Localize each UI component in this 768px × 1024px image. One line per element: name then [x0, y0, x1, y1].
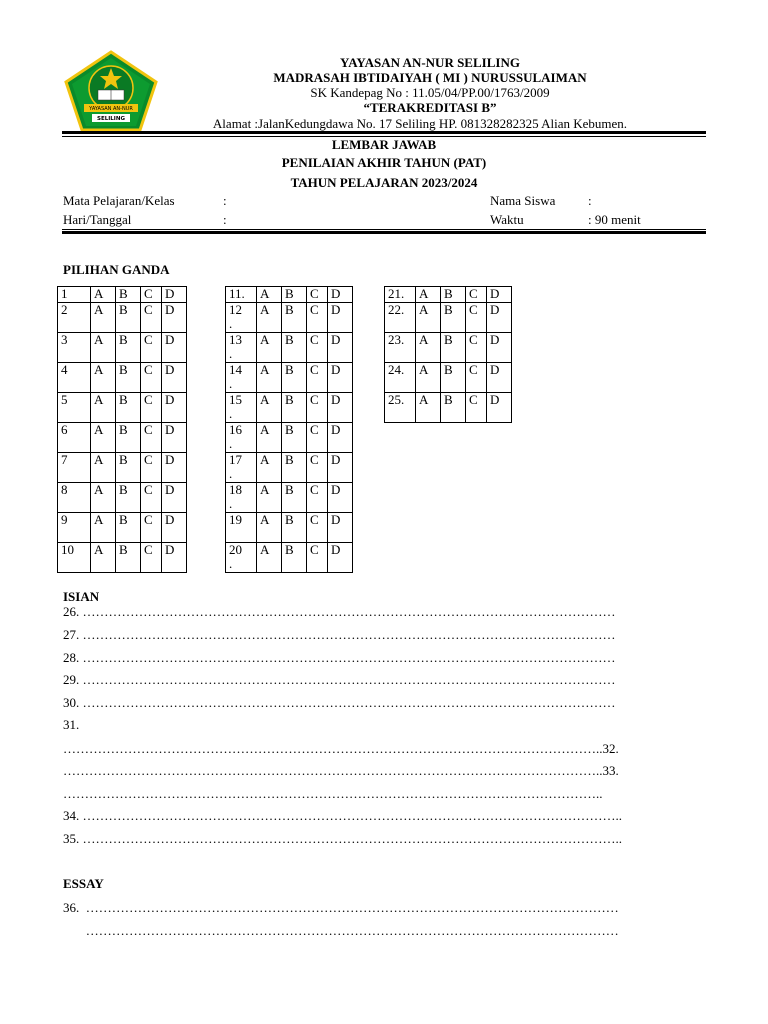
logo-text-bottom: SELILING: [97, 116, 125, 122]
option-b[interactable]: B: [282, 363, 307, 393]
isian-heading: ISIAN: [63, 589, 100, 604]
question-number: 10: [58, 543, 91, 573]
question-number: 1: [58, 287, 91, 303]
answer-row: [226, 453, 353, 483]
answer-table-1: [57, 286, 187, 573]
option-b[interactable]: B: [116, 513, 141, 543]
option-a[interactable]: A: [91, 513, 116, 543]
info-divider-thin: [62, 229, 706, 230]
option-c[interactable]: C: [141, 287, 162, 303]
essay-line[interactable]: ……………………………………………………………………………………………………………: [63, 923, 619, 938]
answer-row: [58, 393, 187, 423]
option-b[interactable]: B: [282, 393, 307, 423]
option-a[interactable]: A: [257, 363, 282, 393]
answer-table-3: [384, 286, 512, 423]
option-a[interactable]: A: [416, 333, 441, 363]
question-number: 9: [58, 513, 91, 543]
question-number: 7: [58, 453, 91, 483]
option-d[interactable]: D: [487, 393, 512, 423]
question-number: 5: [58, 393, 91, 423]
answer-row: [226, 543, 353, 573]
option-b[interactable]: B: [116, 363, 141, 393]
question-number: 11.: [226, 287, 257, 303]
info-divider-thick: [62, 231, 706, 234]
question-number: 14 .: [226, 363, 257, 393]
question-number: 13 .: [226, 333, 257, 363]
isian-line[interactable]: 29. ……………………………………………………………………………………………………………: [63, 672, 616, 687]
option-d[interactable]: D: [328, 483, 353, 513]
question-number: 24.: [385, 363, 416, 393]
option-b[interactable]: B: [116, 393, 141, 423]
question-number: 17 .: [226, 453, 257, 483]
answer-row: [58, 423, 187, 453]
isian-line[interactable]: 30. ……………………………………………………………………………………………………………: [63, 695, 616, 710]
option-a[interactable]: A: [91, 303, 116, 333]
question-number: 15 .: [226, 393, 257, 423]
option-c[interactable]: C: [307, 513, 328, 543]
option-c[interactable]: C: [307, 453, 328, 483]
option-c[interactable]: C: [307, 303, 328, 333]
option-d[interactable]: D: [328, 453, 353, 483]
time-value: : 90 menit: [588, 212, 641, 227]
option-b[interactable]: B: [282, 287, 307, 303]
answer-row: [58, 363, 187, 393]
question-number: 22.: [385, 303, 416, 333]
option-d[interactable]: D: [328, 303, 353, 333]
option-a[interactable]: A: [91, 333, 116, 363]
answer-row: [226, 287, 353, 303]
name-label: Nama Siswa: [490, 193, 556, 208]
title-line2: PENILAIAN AKHIR TAHUN (PAT): [281, 155, 487, 170]
answer-row: [226, 393, 353, 423]
option-c[interactable]: C: [307, 423, 328, 453]
answer-row: [385, 363, 512, 393]
option-c[interactable]: C: [466, 287, 487, 303]
question-number: 25.: [385, 393, 416, 423]
option-b[interactable]: B: [116, 453, 141, 483]
option-a[interactable]: A: [91, 483, 116, 513]
option-b[interactable]: B: [116, 483, 141, 513]
answer-row: [385, 287, 512, 303]
option-a[interactable]: A: [416, 363, 441, 393]
answer-row: [226, 363, 353, 393]
option-a[interactable]: A: [257, 423, 282, 453]
title-line1: LEMBAR JAWAB: [331, 137, 437, 152]
answer-row: [58, 303, 187, 333]
question-number: 18 .: [226, 483, 257, 513]
option-d[interactable]: D: [487, 333, 512, 363]
question-number: 12 .: [226, 303, 257, 333]
option-c[interactable]: C: [466, 393, 487, 423]
option-b[interactable]: B: [116, 543, 141, 573]
question-number: 21.: [385, 287, 416, 303]
option-d[interactable]: D: [487, 303, 512, 333]
option-c[interactable]: C: [141, 303, 162, 333]
answer-row: [385, 393, 512, 423]
option-d[interactable]: D: [487, 287, 512, 303]
answer-row: [226, 483, 353, 513]
option-c[interactable]: C: [141, 363, 162, 393]
option-c[interactable]: C: [466, 363, 487, 393]
option-c[interactable]: C: [466, 303, 487, 333]
option-c[interactable]: C: [141, 543, 162, 573]
option-b[interactable]: B: [282, 453, 307, 483]
accreditation: “TERAKREDITASI B”: [363, 100, 497, 115]
option-a[interactable]: A: [257, 453, 282, 483]
option-c[interactable]: C: [141, 333, 162, 363]
option-d[interactable]: D: [162, 453, 187, 483]
option-b[interactable]: B: [282, 483, 307, 513]
option-d[interactable]: D: [328, 363, 353, 393]
question-number: 4: [58, 363, 91, 393]
isian-line[interactable]: 35. ……………………………………………………………………………………………………………..: [63, 831, 622, 846]
option-d[interactable]: D: [328, 423, 353, 453]
isian-line[interactable]: 26. ……………………………………………………………………………………………………………: [63, 604, 616, 619]
option-a[interactable]: A: [257, 303, 282, 333]
essay-heading: ESSAY: [63, 876, 104, 891]
option-c[interactable]: C: [466, 333, 487, 363]
answer-row: [226, 333, 353, 363]
option-a[interactable]: A: [416, 303, 441, 333]
option-d[interactable]: D: [162, 483, 187, 513]
question-number: 6: [58, 423, 91, 453]
question-number: 3: [58, 333, 91, 363]
option-d[interactable]: D: [328, 543, 353, 573]
option-c[interactable]: C: [141, 393, 162, 423]
option-c[interactable]: C: [307, 483, 328, 513]
option-c[interactable]: C: [141, 483, 162, 513]
option-b[interactable]: B: [441, 333, 466, 363]
option-b[interactable]: B: [441, 363, 466, 393]
option-a[interactable]: A: [91, 423, 116, 453]
answer-row: [226, 513, 353, 543]
option-b[interactable]: B: [116, 287, 141, 303]
option-b[interactable]: B: [116, 423, 141, 453]
option-c[interactable]: C: [307, 333, 328, 363]
answer-row: [385, 303, 512, 333]
isian-line[interactable]: ……………………………………………………………………………………………………………..32.: [63, 741, 619, 756]
option-d[interactable]: D: [328, 333, 353, 363]
option-d[interactable]: D: [162, 363, 187, 393]
option-a[interactable]: A: [91, 453, 116, 483]
option-d[interactable]: D: [328, 513, 353, 543]
option-a[interactable]: A: [257, 287, 282, 303]
question-number: 20 .: [226, 543, 257, 573]
answer-row: [58, 543, 187, 573]
date-colon: :: [223, 212, 227, 227]
title-line3: TAHUN PELAJARAN 2023/2024: [290, 175, 478, 190]
name-colon: :: [588, 193, 592, 208]
option-b[interactable]: B: [282, 303, 307, 333]
option-a[interactable]: A: [91, 393, 116, 423]
option-b[interactable]: B: [441, 287, 466, 303]
answer-table-2: [225, 286, 353, 573]
option-b[interactable]: B: [282, 423, 307, 453]
option-c[interactable]: C: [141, 453, 162, 483]
question-number: 19: [226, 513, 257, 543]
option-a[interactable]: A: [416, 393, 441, 423]
option-d[interactable]: D: [162, 513, 187, 543]
option-a[interactable]: A: [91, 363, 116, 393]
option-a[interactable]: A: [257, 393, 282, 423]
subject-label: Mata Pelajaran/Kelas: [63, 193, 175, 208]
question-number: 16 .: [226, 423, 257, 453]
isian-line[interactable]: 34. ……………………………………………………………………………………………………………..: [63, 808, 622, 823]
option-a[interactable]: A: [91, 543, 116, 573]
option-b[interactable]: B: [282, 543, 307, 573]
foundation-name: YAYASAN AN-NUR SELILING: [340, 55, 520, 70]
option-d[interactable]: D: [162, 423, 187, 453]
option-a[interactable]: A: [416, 287, 441, 303]
option-c[interactable]: C: [307, 393, 328, 423]
answer-row: [58, 287, 187, 303]
option-d[interactable]: D: [162, 393, 187, 423]
question-number: 8: [58, 483, 91, 513]
option-b[interactable]: B: [116, 303, 141, 333]
option-c[interactable]: C: [141, 513, 162, 543]
option-c[interactable]: C: [307, 543, 328, 573]
isian-line[interactable]: 28. ……………………………………………………………………………………………………………: [63, 650, 616, 665]
answer-row: [385, 333, 512, 363]
option-d[interactable]: D: [487, 363, 512, 393]
option-a[interactable]: A: [257, 543, 282, 573]
multiple-choice-heading: PILIHAN GANDA: [63, 262, 170, 277]
option-c[interactable]: C: [141, 423, 162, 453]
option-d[interactable]: D: [328, 393, 353, 423]
essay-line[interactable]: 36. ……………………………………………………………………………………………………………: [63, 900, 619, 915]
subject-colon: :: [223, 193, 227, 208]
option-b[interactable]: B: [282, 333, 307, 363]
option-a[interactable]: A: [257, 513, 282, 543]
option-a[interactable]: A: [91, 287, 116, 303]
option-b[interactable]: B: [282, 513, 307, 543]
isian-line[interactable]: 31.: [63, 717, 80, 732]
option-a[interactable]: A: [257, 333, 282, 363]
option-b[interactable]: B: [116, 333, 141, 363]
header-divider-thick: [62, 131, 706, 134]
option-d[interactable]: D: [162, 543, 187, 573]
logo-text-top: YAYASAN AN-NUR: [89, 106, 133, 112]
answer-row: [58, 453, 187, 483]
option-d[interactable]: D: [162, 333, 187, 363]
answer-row: [58, 483, 187, 513]
isian-line[interactable]: 27. ……………………………………………………………………………………………………………: [63, 627, 616, 642]
school-name: MADRASAH IBTIDAIYAH ( MI ) NURUSSULAIMAN: [273, 70, 587, 85]
answer-row: [58, 333, 187, 363]
option-c[interactable]: C: [307, 287, 328, 303]
answer-row: [58, 513, 187, 543]
date-label: Hari/Tanggal: [63, 212, 132, 227]
isian-line[interactable]: ……………………………………………………………………………………………………………..33.: [63, 763, 619, 778]
option-d[interactable]: D: [162, 287, 187, 303]
option-a[interactable]: A: [257, 483, 282, 513]
isian-line[interactable]: ……………………………………………………………………………………………………………..: [63, 786, 603, 801]
option-d[interactable]: D: [328, 287, 353, 303]
decree-number: SK Kandepag No : 11.05/04/PP.00/1763/2009: [310, 85, 550, 100]
answer-row: [226, 303, 353, 333]
answer-row: [226, 423, 353, 453]
option-b[interactable]: B: [441, 393, 466, 423]
address: Alamat :JalanKedungdawa No. 17 Seliling HP. 081328282325 Alian Kebumen.: [212, 116, 628, 131]
option-b[interactable]: B: [441, 303, 466, 333]
option-c[interactable]: C: [307, 363, 328, 393]
option-d[interactable]: D: [162, 303, 187, 333]
question-number: 23.: [385, 333, 416, 363]
question-number: 2: [58, 303, 91, 333]
time-label: Waktu: [490, 212, 524, 227]
